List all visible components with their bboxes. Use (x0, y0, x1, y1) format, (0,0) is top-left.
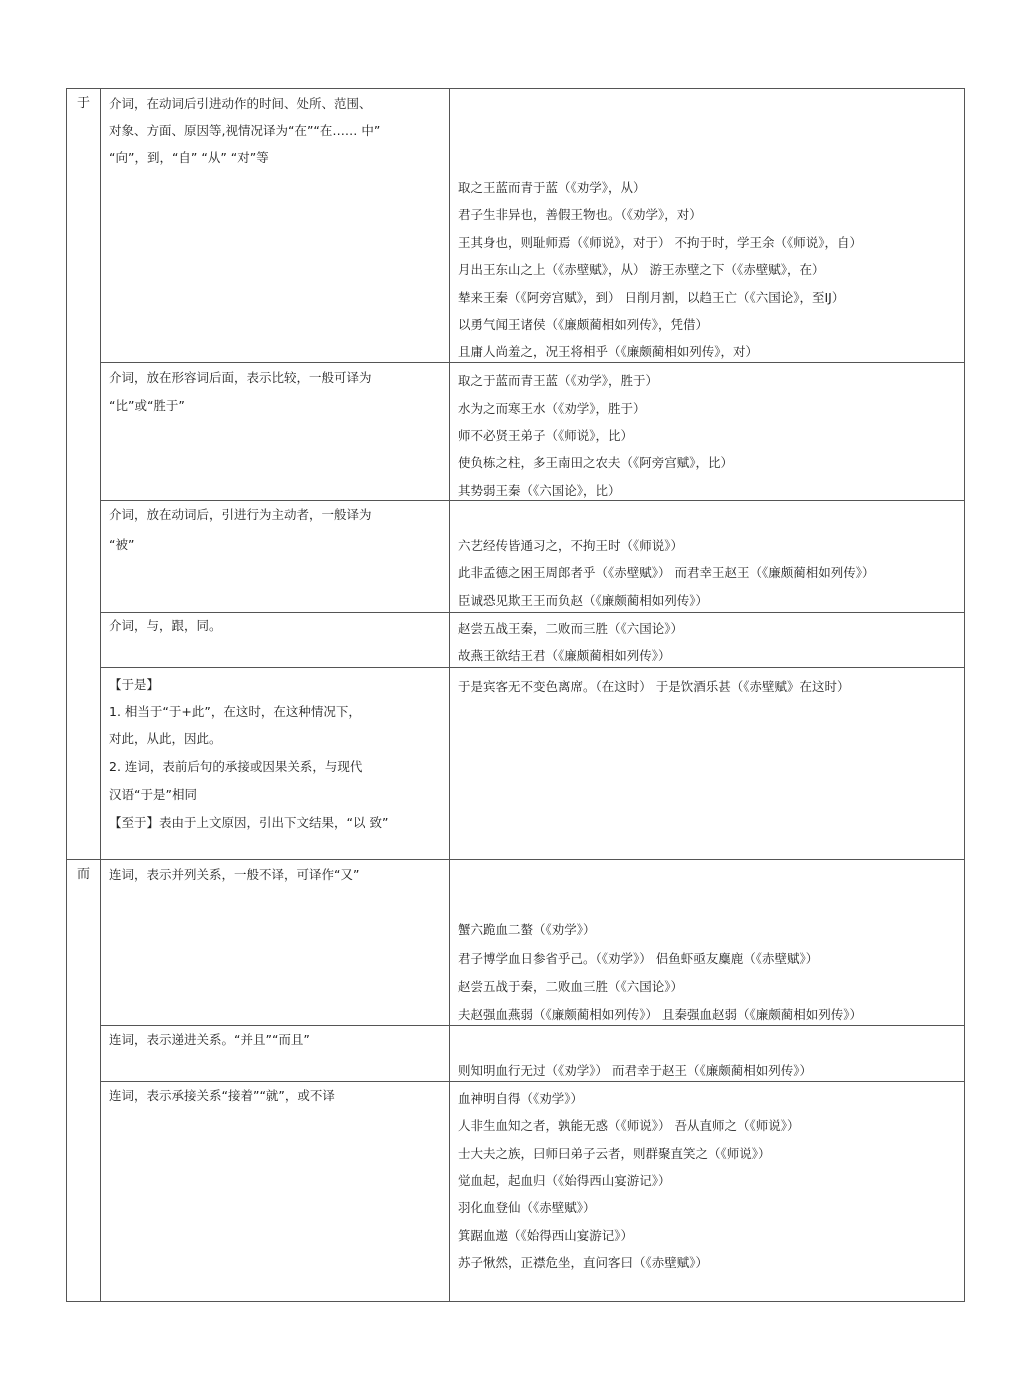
usage-description: 【至于】表由于上文原因，引出下文结果，“以 致” (109, 815, 389, 830)
example-sentence: 其势弱王秦（《六国论》，比） (458, 483, 621, 498)
table-divider-char (100, 88, 101, 1302)
example-sentence: 夫赵强血燕弱（《廉颇蔺相如列传》） 且秦强血赵弱（《廉颇蔺相如列传》） (458, 1007, 862, 1022)
example-sentence: 觉血起，起血归（《始得西山宴游记》） (458, 1173, 671, 1188)
example-sentence: 六艺经传皆通习之，不拘王时（《师说》） (458, 538, 684, 553)
row-separator (100, 500, 965, 501)
example-sentence: 羽化血登仙（《赤壁赋》） (458, 1200, 596, 1215)
example-sentence: 赵尝五战王秦，二败而三胜（《六国论》） (458, 621, 684, 636)
example-sentence: 箕踞血遨（《始得西山宴游记》） (458, 1228, 634, 1243)
usage-description: 对此，从此，因此。 (109, 731, 222, 746)
example-sentence: 赵尝五战于秦，二败血三胜（《六国论》） (458, 979, 684, 994)
section-char: 而 (77, 867, 91, 882)
usage-description: 连词，表示并列关系，一般不译，可译作“又” (109, 867, 360, 882)
example-sentence: 则知明血行无过（《劝学》） 而君幸于赵王（《廉颇蔺相如列传》） (458, 1063, 812, 1078)
table-border-top (66, 88, 965, 89)
usage-description: 2. 连词，表前后句的承接或因果关系，与现代 (109, 759, 363, 774)
usage-description: 连词，表示递进关系。“并且”“而且” (109, 1032, 310, 1047)
section-char: 于 (77, 96, 91, 111)
usage-description: 对象、方面、原因等,视情况译为“在”“在…… 中” (109, 123, 381, 138)
usage-description: 介词，在动词后引进动作的时间、处所、范围、 (109, 96, 372, 111)
example-sentence: 士大夫之族，曰师曰弟子云者，则群聚直笑之（《师说》） (458, 1146, 771, 1161)
example-sentence: 血神明自得（《劝学》） (458, 1091, 584, 1106)
usage-description: 介词，与，跟，同。 (109, 618, 222, 633)
example-sentence: 蟹六跪血二螯（《劝学》） (458, 922, 596, 937)
usage-description: 汉语“于是”相同 (109, 787, 197, 802)
example-sentence: 师不必贤王弟子（《师说》，比） (458, 428, 634, 443)
example-sentence: 以勇气闻王诸侯（《廉颇蔺相如列传》，凭借） (458, 317, 709, 332)
usage-description: “被” (109, 537, 135, 552)
example-sentence: 且庸人尚羞之，况王将相乎（《廉颇蔺相如列传》，对） (458, 344, 759, 359)
usage-description: 1. 相当于“于+此”，在这时，在这种情况下， (109, 704, 361, 719)
usage-description: 介词，放在动词后，引进行为主动者，一般译为 (109, 507, 372, 522)
row-separator (100, 1081, 965, 1082)
example-sentence: 此非孟德之困王周郎者乎（《赤壁赋》） 而君幸王赵王（《廉颇蔺相如列传》） (458, 565, 875, 580)
row-separator (100, 1025, 965, 1026)
usage-description: 介词，放在形容词后面，表示比较，一般可译为 (109, 370, 372, 385)
example-sentence: 君子博学血日参省乎己。（《劝学》） 侣鱼虾亟友麋鹿（《赤壁赋》） (458, 951, 819, 966)
example-sentence: 取之王蓝而青于蓝（《劝学》，从） (458, 180, 646, 195)
example-sentence: 人非生血知之者，孰能无惑（《师说》） 吾从直师之（《师说》） (458, 1118, 800, 1133)
section-separator (66, 859, 965, 860)
table-border-bottom (66, 1301, 965, 1302)
example-sentence: 辇来王秦（《阿旁宫赋》，到） 日削月割，以趋王亡（《六国论》，至IJ） (458, 290, 845, 305)
row-separator (100, 612, 965, 613)
example-sentence: 月出王东山之上（《赤壁赋》，从） 游王赤壁之下（《赤壁赋》，在） (458, 262, 825, 277)
example-sentence: 苏子愀然，正襟危坐，直问客曰（《赤壁赋》） (458, 1255, 709, 1270)
example-sentence: 水为之而寒王水（《劝学》，胜于） (458, 401, 646, 416)
usage-description: 【于是】 (109, 677, 160, 692)
example-sentence: 臣诚恐见欺王王而负赵（《廉颇蔺相如列传》） (458, 593, 709, 608)
row-separator (100, 362, 965, 363)
example-sentence: 使负栋之柱，多王南田之农夫（《阿旁宫赋》，比） (458, 455, 734, 470)
table-divider-examples (449, 88, 450, 1302)
example-sentence: 君子生非异也，善假王物也。（《劝学》，对） (458, 207, 702, 222)
example-sentence: 故燕王欲结王君（《廉颇蔺相如列传》） (458, 648, 671, 663)
example-sentence: 王其身也，则耻师焉（《师说》，对于） 不拘于时，学王余（《师说》，自） (458, 235, 862, 250)
usage-description: “比”或“胜于” (109, 398, 185, 413)
example-sentence: 于是宾客无不变色离席。（在这时） 于是饮酒乐甚（《赤壁赋》在这时） (458, 679, 850, 694)
table-border-left (66, 88, 67, 1302)
table-border-right (964, 88, 965, 1302)
row-separator (100, 667, 965, 668)
usage-description: 连词，表示承接关系“接着”“就”，或不译 (109, 1088, 335, 1103)
usage-description: “向”，到，“自” “从” “对”等 (109, 150, 269, 165)
example-sentence: 取之于蓝而青王蓝（《劝学》，胜于） (458, 373, 659, 388)
